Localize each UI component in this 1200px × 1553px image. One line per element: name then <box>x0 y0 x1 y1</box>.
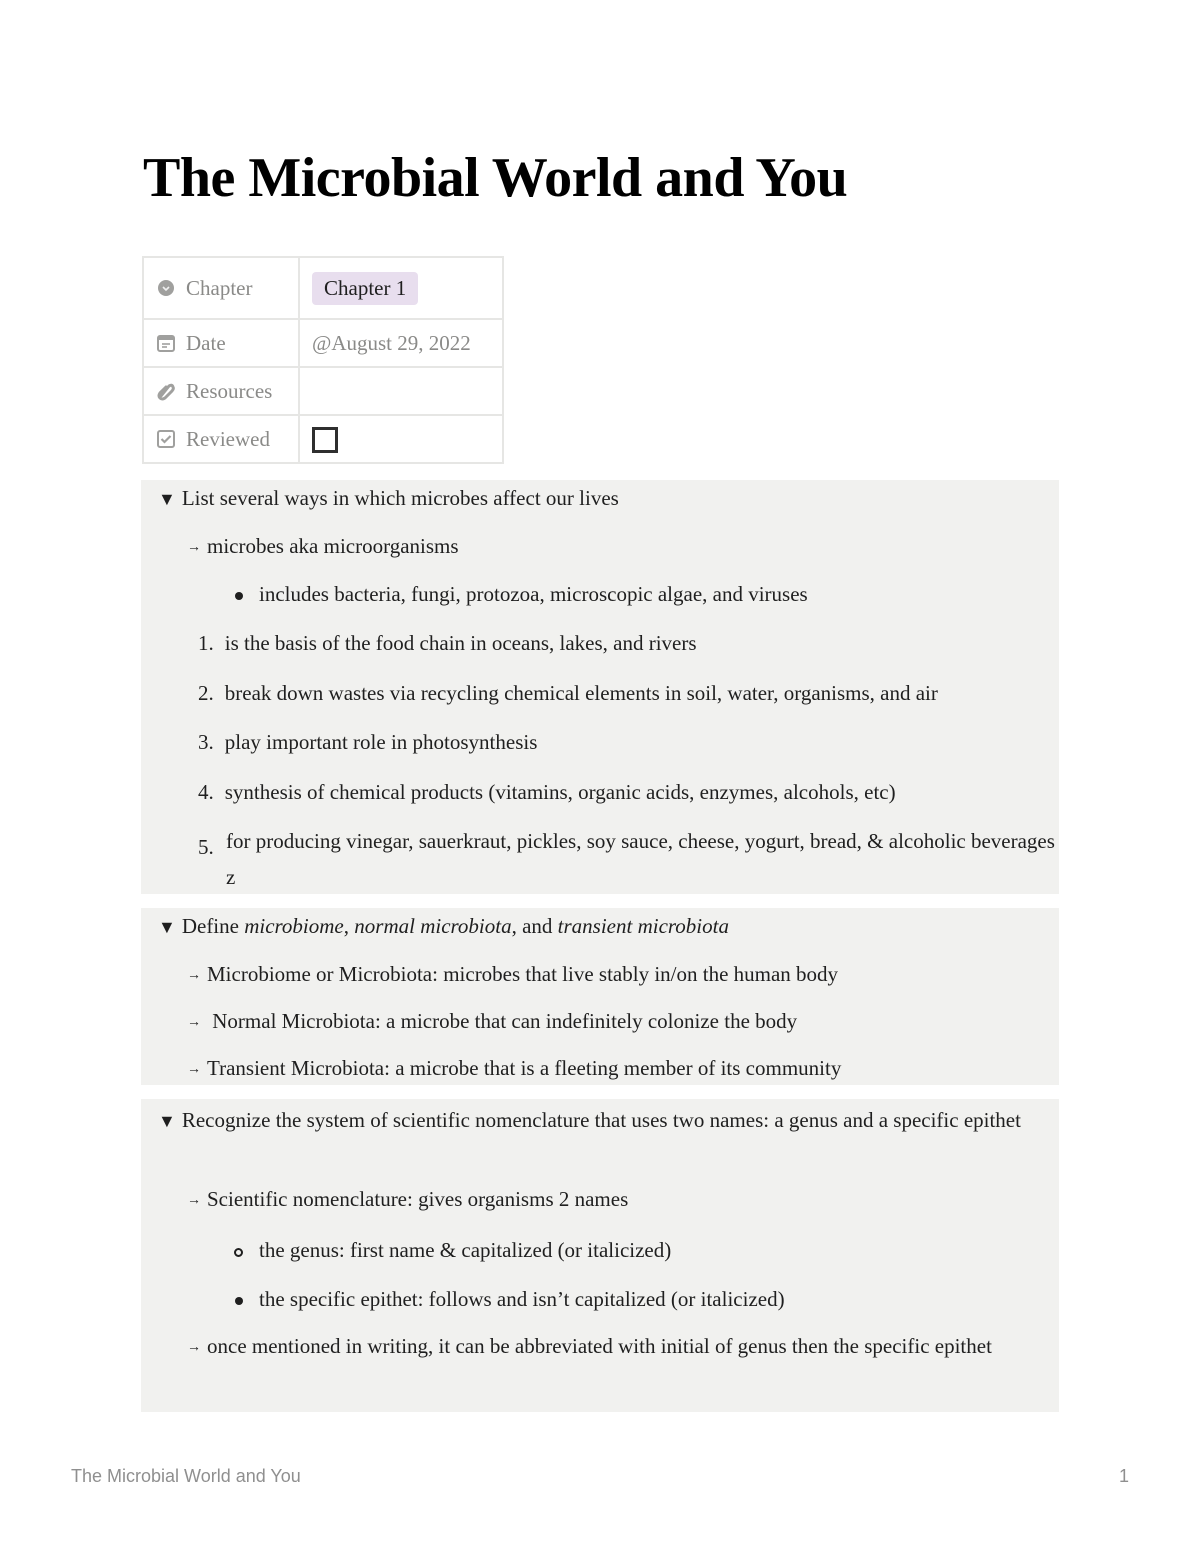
property-row-date <box>143 319 503 367</box>
triangle-down-icon[interactable]: ▼ <box>158 1111 176 1131</box>
property-key-label: Reviewed <box>186 426 270 451</box>
toggle-summary[interactable]: ▼ Recognize the system of scientific nomenclature that uses two names: a genus and a specific epithet <box>158 1108 1021 1132</box>
numbered-item: 5. for producing vinegar, sauerkraut, pickles, soy sauce, cheese, yogurt, bread, & alcoholic beverages z <box>198 829 1055 889</box>
arrow-item: → once mentioned in writing, it can be abbreviated with initial of genus then the specific epithet <box>187 1334 992 1358</box>
property-value-reviewed[interactable] <box>299 415 503 463</box>
property-key[interactable] <box>143 319 299 367</box>
arrow-item: → Scientific nomenclature: gives organisms 2 names <box>187 1187 629 1211</box>
arrow-item: → Microbiome or Microbiota: microbes that live stably in/on the human body <box>187 962 839 986</box>
calendar-icon <box>156 333 176 353</box>
triangle-down-icon[interactable]: ▼ <box>158 917 176 937</box>
arrow-right-icon: → <box>187 1062 201 1077</box>
arrow-right-icon: → <box>187 540 201 555</box>
property-row-resources <box>143 367 503 415</box>
arrow-item: → microbes aka microorganisms <box>187 534 459 558</box>
arrow-right-icon: → <box>187 1340 201 1355</box>
property-key-label: Date <box>186 330 226 355</box>
numbered-item: 4. synthesis of chemical products (vitamins, organic acids, enzymes, alcohols, etc) <box>198 780 896 804</box>
numbered-item: 3. play important role in photosynthesis <box>198 730 538 754</box>
property-key[interactable] <box>143 257 299 319</box>
bullet-item: the genus: first name & capitalized (or italicized) <box>234 1238 671 1262</box>
arrow-right-icon: → <box>187 1015 201 1030</box>
toggle-summary[interactable]: ▼ List several ways in which microbes affect our lives <box>158 486 619 510</box>
property-row-chapter <box>143 257 503 319</box>
arrow-item: → Normal Microbiota: a microbe that can indefinitely colonize the body <box>187 1009 798 1033</box>
paperclip-icon <box>156 381 176 401</box>
triangle-down-icon[interactable]: ▼ <box>158 489 176 509</box>
bullet-item: the specific epithet: follows and isn’t capitalized (or italicized) <box>235 1287 785 1311</box>
toggle-block <box>141 908 1059 1085</box>
hollow-bullet-icon <box>234 1248 243 1257</box>
toggle-block <box>141 1099 1059 1412</box>
property-key-label: Resources <box>186 378 273 403</box>
property-value-resources[interactable] <box>299 367 503 415</box>
property-value-chapter[interactable] <box>299 257 503 319</box>
select-icon <box>156 278 176 298</box>
property-value-date[interactable]: @August 29, 2022 <box>299 319 503 367</box>
bullet-item: includes bacteria, fungi, protozoa, microscopic algae, and viruses <box>235 582 808 606</box>
toggle-block <box>141 480 1059 894</box>
numbered-item: 1. is the basis of the food chain in oceans, lakes, and rivers <box>198 631 697 655</box>
properties-table <box>142 256 504 464</box>
property-key[interactable] <box>143 367 299 415</box>
chapter-tag[interactable]: Chapter 1 <box>312 272 418 305</box>
bullet-icon <box>235 592 243 600</box>
footer-title: The Microbial World and You <box>71 1466 301 1486</box>
arrow-right-icon: → <box>187 968 201 983</box>
arrow-item: → Transient Microbiota: a microbe that is a fleeting member of its community <box>187 1056 842 1080</box>
arrow-right-icon: → <box>187 1193 201 1208</box>
page-title: The Microbial World and You <box>143 147 848 209</box>
checkbox-icon <box>156 429 176 449</box>
property-row-reviewed <box>143 415 503 463</box>
bullet-icon <box>235 1297 243 1305</box>
property-key[interactable] <box>143 415 299 463</box>
property-key-label: Chapter <box>186 275 253 300</box>
reviewed-checkbox[interactable] <box>312 427 338 453</box>
numbered-item: 2. break down wastes via recycling chemical elements in soil, water, organisms, and air <box>198 681 938 705</box>
page-number: 1 <box>1119 1466 1130 1486</box>
toggle-summary[interactable]: ▼ Define microbiome, normal microbiota, and transient microbiota <box>158 914 729 938</box>
